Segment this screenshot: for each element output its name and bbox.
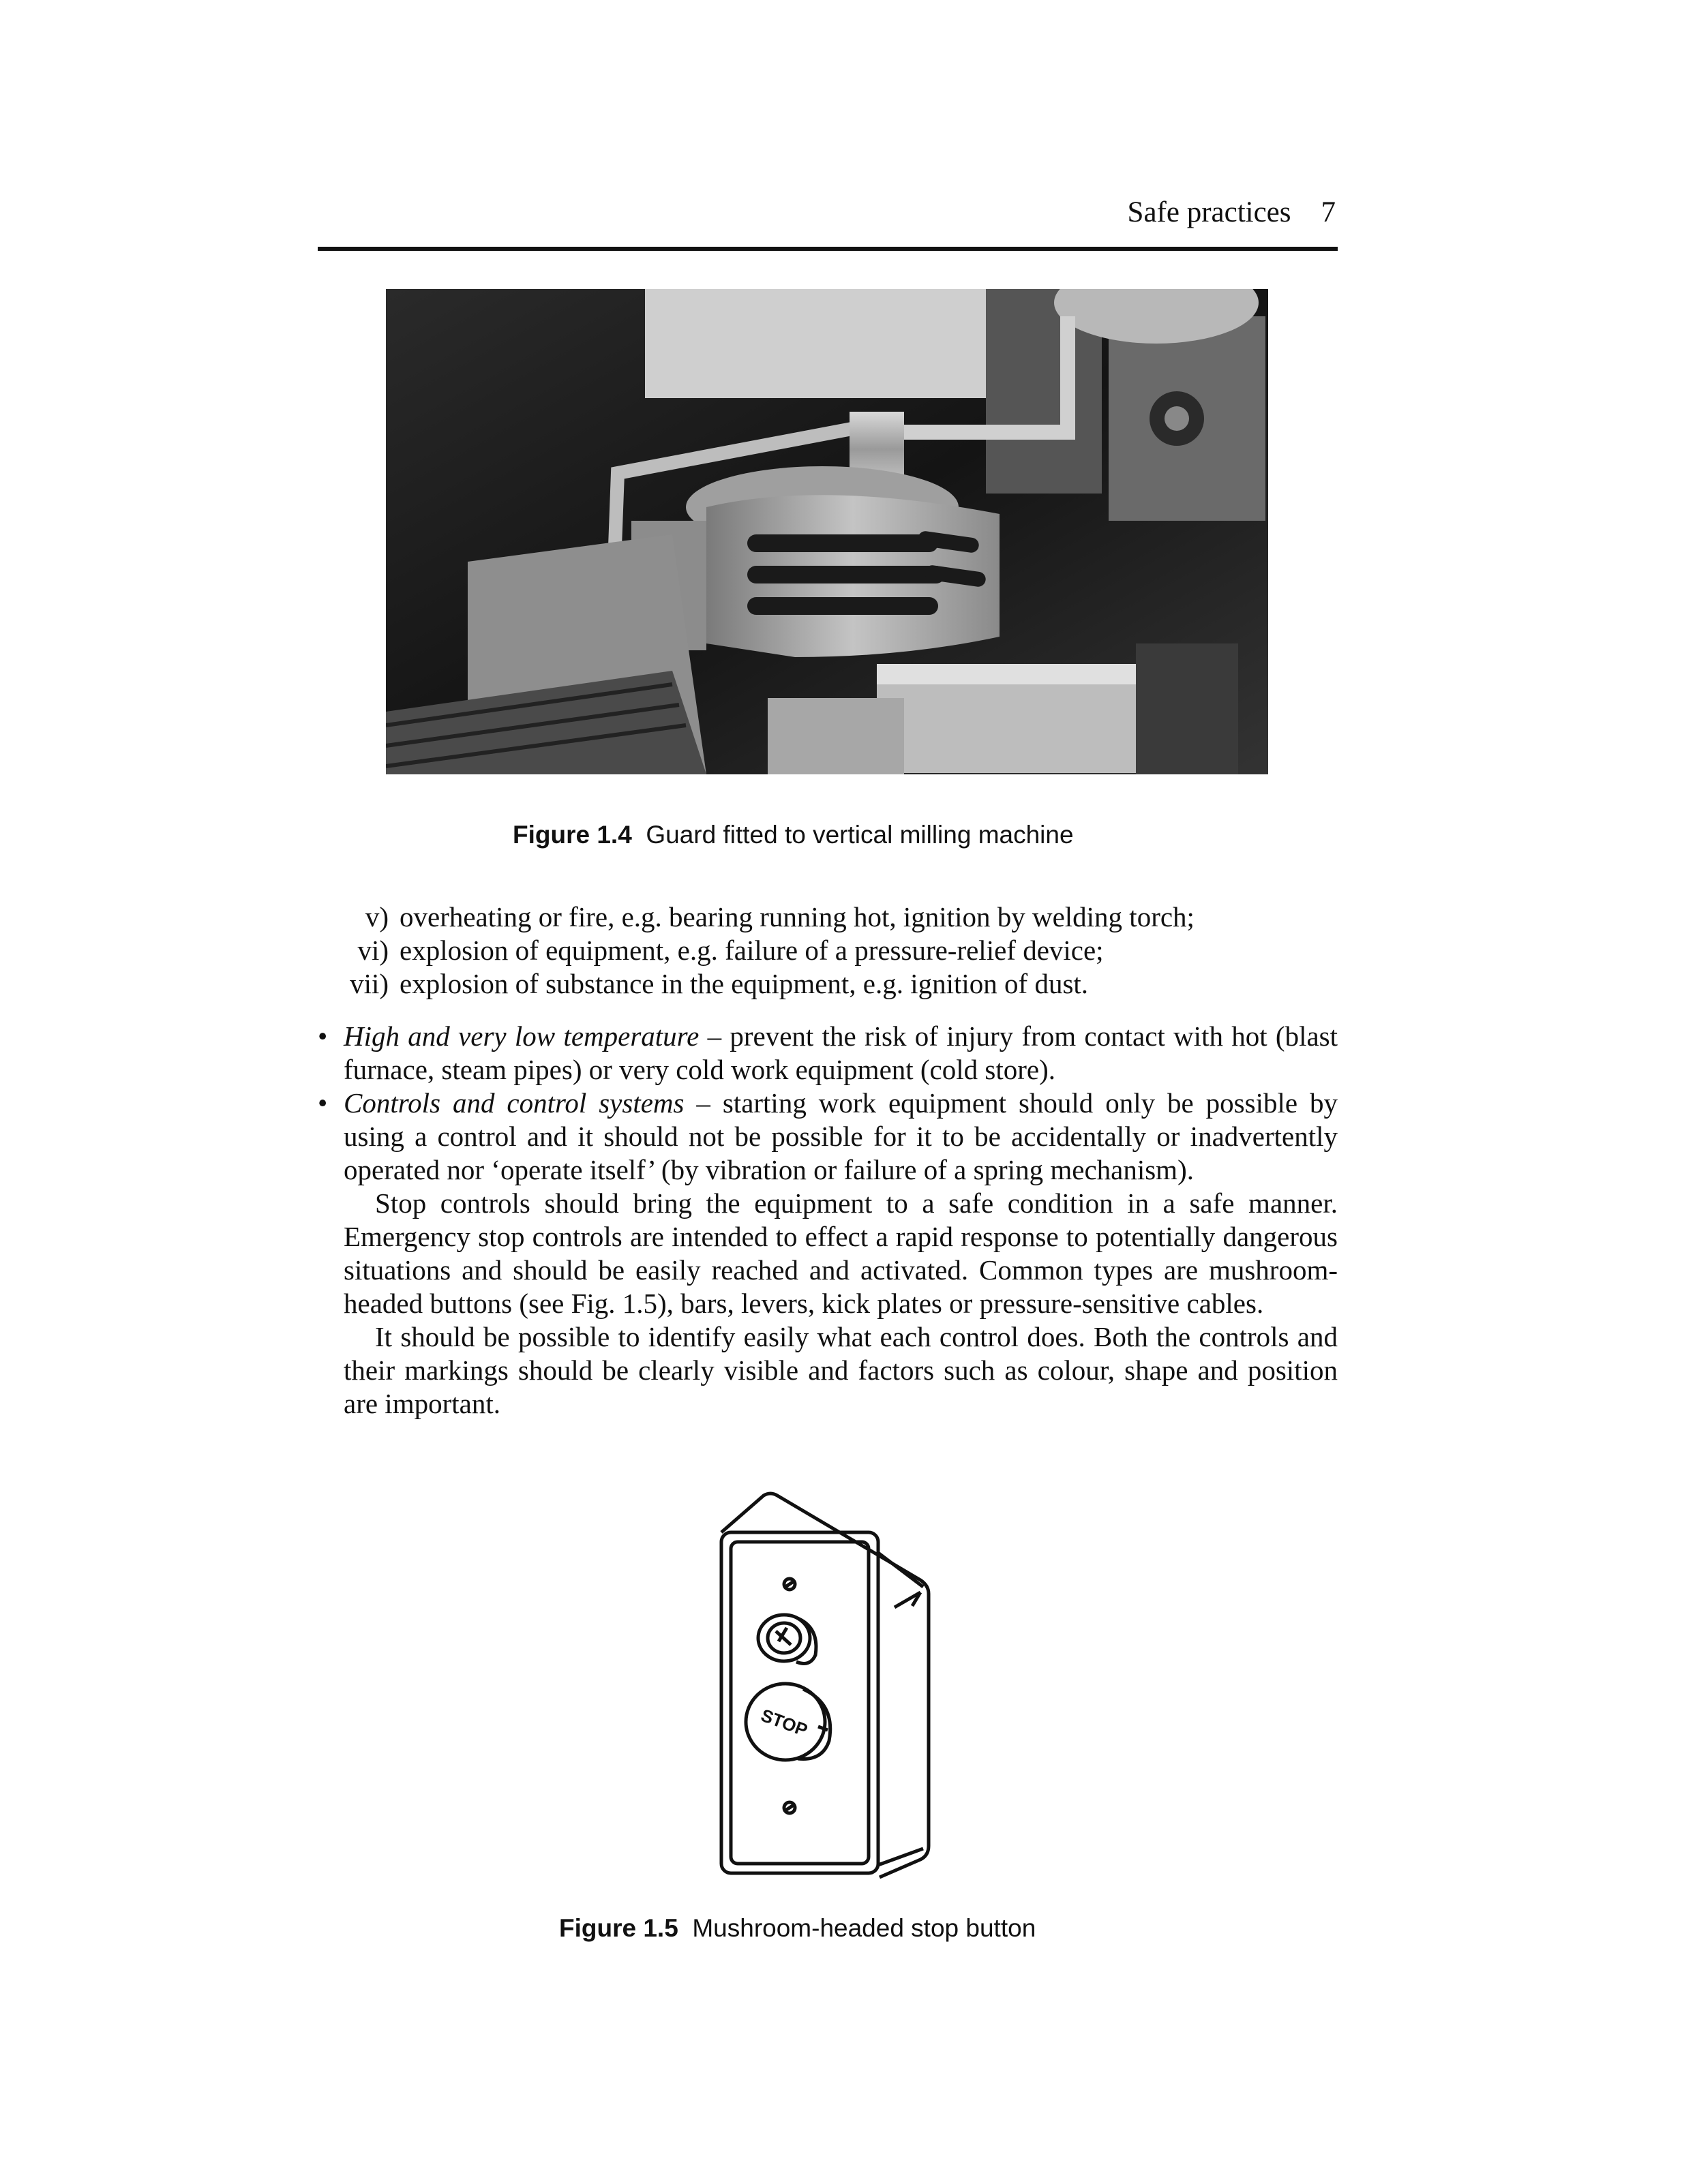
page-number: 7 bbox=[1321, 196, 1336, 228]
stop-label: STOP bbox=[758, 1704, 811, 1741]
list-text: explosion of equipment, e.g. failure of a pressure-relief device; bbox=[400, 935, 1104, 966]
figure-label: Figure 1.4 bbox=[513, 821, 632, 849]
list-number: vi) bbox=[357, 935, 389, 966]
bullet-text: – prevent the risk of injury from contact with hot (blast furnace, steam pipes) or very cold work equipment (cold store). bbox=[344, 1020, 1338, 1085]
bullet-marker: • bbox=[318, 1020, 328, 1052]
body-paragraph: It should be possible to identify easily what each control does. Both the controls and their markings should be clearly visible and factors such as colour, shape and position are important. bbox=[344, 1321, 1338, 1419]
figure-caption-text: Guard fitted to vertical milling machine bbox=[646, 821, 1074, 849]
body-paragraph: Stop controls should bring the equipment to a safe condition in a safe manner. Emergency stop controls are intended to effect a rapid response to potentially dangerous situations and should be easily reached and activated. Common types are mushroom-headed buttons (see Fig. 1.5), bars, levers, kick plates or pressure-sensitive cables. bbox=[344, 1187, 1338, 1319]
list-item bbox=[318, 900, 1338, 934]
bullet-list bbox=[318, 1020, 1338, 1421]
figure-1-5-caption bbox=[559, 1913, 1036, 1944]
list-text: overheating or fire, e.g. bearing running hot, ignition by welding torch; bbox=[400, 901, 1195, 932]
running-head bbox=[1128, 195, 1336, 230]
bullet-term: Controls and control systems bbox=[344, 1087, 685, 1119]
milling-machine-photo bbox=[386, 289, 1268, 774]
bullet-term: High and very low temperature bbox=[344, 1020, 700, 1052]
bullet-text: – starting work equipment should only be possible by using a control and it should not be possible for it to be accidentally or inadvertently operated nor ‘operate itself’ (by vibration or failure of a spring mechanism). bbox=[344, 1087, 1338, 1185]
list-number: v) bbox=[365, 901, 389, 932]
bullet-item bbox=[318, 1087, 1338, 1187]
section-title: Safe practices bbox=[1127, 196, 1291, 228]
header-rule bbox=[318, 247, 1338, 251]
bullet-marker: • bbox=[318, 1087, 328, 1119]
figure-label: Figure 1.5 bbox=[559, 1914, 678, 1942]
list-number: vii) bbox=[350, 968, 389, 999]
stop-button-illustration bbox=[716, 1491, 934, 1879]
figure-1-4-caption bbox=[513, 819, 1074, 851]
list-item bbox=[318, 967, 1338, 1001]
list-text: explosion of substance in the equipment, e.g. ignition of dust. bbox=[400, 968, 1089, 999]
bullet-item bbox=[318, 1020, 1338, 1087]
hazard-list bbox=[318, 900, 1338, 1001]
figure-caption-text: Mushroom-headed stop button bbox=[692, 1914, 1036, 1942]
list-item bbox=[318, 934, 1338, 967]
